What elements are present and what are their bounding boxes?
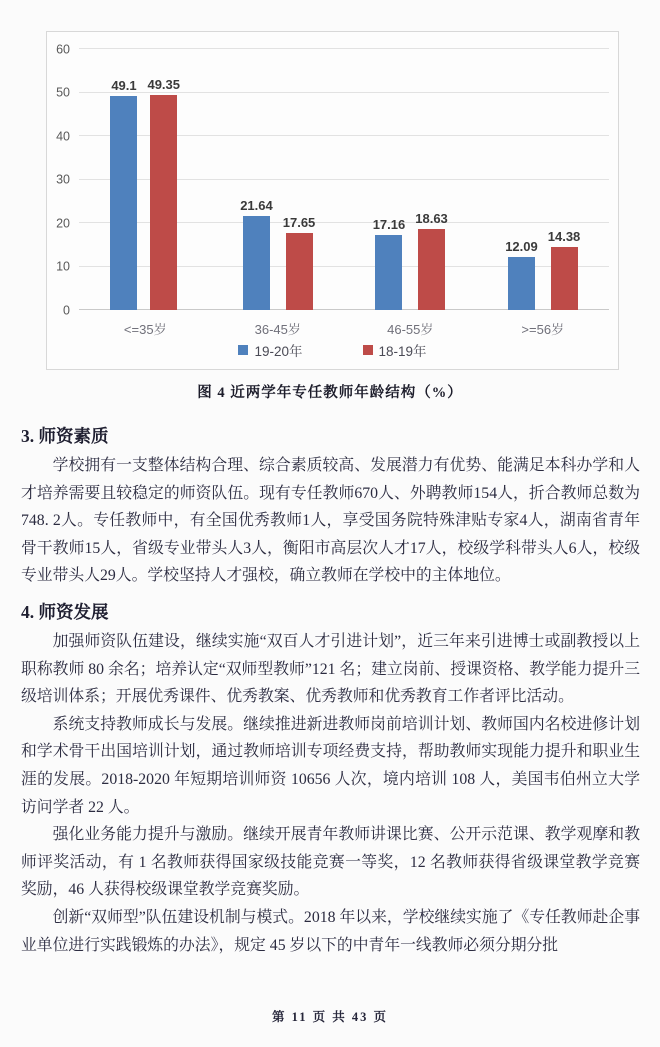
legend-swatch-icon [238, 345, 248, 355]
bar-value-label: 17.65 [282, 215, 316, 231]
bar-value-label: 14.38 [547, 229, 581, 245]
legend-item [363, 340, 427, 360]
y-axis-tick-label: 0 [63, 302, 70, 317]
bar-value-label: 21.64 [240, 197, 273, 213]
bar-19-20年 [375, 235, 402, 310]
y-axis-tick-label: 50 [56, 85, 70, 100]
bar-wrapper [373, 49, 406, 310]
y-axis-tick-label: 60 [56, 41, 70, 56]
bar-wrapper [240, 49, 273, 310]
legend-label: 18-19年 [378, 344, 427, 359]
bar-18-19年 [286, 233, 313, 310]
bar-19-20年 [110, 96, 137, 310]
bar-value-label: 49.35 [147, 77, 181, 93]
bar-wrapper [283, 49, 316, 310]
x-axis-category-label: 36-45岁 [254, 322, 301, 337]
bar-18-19年 [150, 95, 177, 310]
bar-value-label: 49.1 [111, 78, 137, 94]
section-heading: 3. 师资素质 [21, 426, 109, 446]
legend-item [238, 340, 302, 360]
paragraph: 加强师资队伍建设，继续实施“双百人才引进计划”，近三年来引进博士或副教授以上职称教师 80 余名；培养认定“双师型教师”121 名；建立岗前、授课资格、教学能力提升三级培训体系；开展优秀课件、优秀教案、优秀教师和优秀教育工作者评比活动。 [21, 632, 640, 706]
x-axis-category-label: 46-55岁 [387, 322, 434, 337]
bar-19-20年 [243, 216, 270, 310]
chart-plot-area [56, 41, 609, 337]
paragraph: 学校拥有一支整体结构合理、综合素质较高、发展潜力有优势、能满足本科办学和人才培养需要且较稳定的师资队伍。现有专任教师670人、外聘教师154人，折合教师总数为748. 2人。专任教师中，有全国优秀教师1人，享受国务院特殊津贴专家4人，湖南省青年骨干教师15人，省级专业带头人3人，衡阳市高层次人才17人，校级学科带头人6人，校级专业带头人29人。学校坚持人才强校，确立教师在学校中的主体地位。 [21, 457, 640, 585]
y-axis-tick-label: 40 [56, 128, 70, 143]
y-axis-tick-label: 20 [56, 215, 70, 230]
bar-19-20年 [508, 257, 535, 310]
bar-wrapper [110, 49, 137, 310]
bar-groups [79, 49, 609, 337]
x-axis-category-label: >=56岁 [521, 322, 565, 337]
bar-value-label: 17.16 [372, 217, 406, 233]
y-axis-tick-label: 10 [56, 259, 70, 274]
legend-label: 19-20年 [254, 344, 303, 359]
paragraph: 系统支持教师成长与发展。继续推进新进教师岗前培训计划、教师国内名校进修计划和学术骨干出国培训计划，通过教师培训专项经费支持，帮助教师实现能力提升和职业生涯的发展。2018-2020 年短期培训师资 10656 人次，境内培训 108 人，美国韦伯州立大学访问学者 22 人。 [21, 715, 640, 816]
legend-swatch-icon [363, 345, 373, 355]
teacher-age-bar-chart [46, 31, 619, 370]
page-number-footer: 第 11 页 共 43 页 [272, 1010, 388, 1024]
bar-wrapper [415, 49, 448, 310]
bar-group [212, 49, 345, 337]
bar-value-label: 12.09 [505, 239, 538, 255]
bar-group [477, 49, 610, 337]
section-heading: 4. 师资发展 [21, 601, 109, 622]
paragraph: 创新“双师型”队伍建设机制与模式。2018 年以来，学校继续实施了《专任教师赴企事业单位进行实践锻炼的办法》，规定 45 岁以下的中青年一线教师必须分期分批 [21, 908, 640, 954]
chart-caption: 图 4 近两学年专任教师年龄结构（%） [197, 385, 463, 401]
bar-value-label: 18.63 [415, 210, 448, 226]
paragraph: 强化业务能力提升与激励。继续开展青年教师讲课比赛、公开示范课、教学观摩和教师评奖活动，有 1 名教师获得国家级技能竞赛一等奖，12 名教师获得省级课堂教学竞赛奖励，46 人获得校级课堂教学竞赛奖励。 [21, 826, 640, 899]
y-axis-tick-label: 30 [56, 172, 70, 187]
chart-legend [47, 340, 618, 360]
bar-18-19年 [551, 247, 578, 310]
bar-18-19年 [418, 229, 445, 310]
bar-group [79, 49, 212, 337]
bar-wrapper [548, 49, 581, 310]
x-axis-category-label: <=35岁 [123, 322, 167, 337]
bar-wrapper [147, 49, 180, 310]
document-body [21, 414, 640, 959]
bar-wrapper [505, 49, 538, 310]
bar-group [344, 49, 477, 337]
